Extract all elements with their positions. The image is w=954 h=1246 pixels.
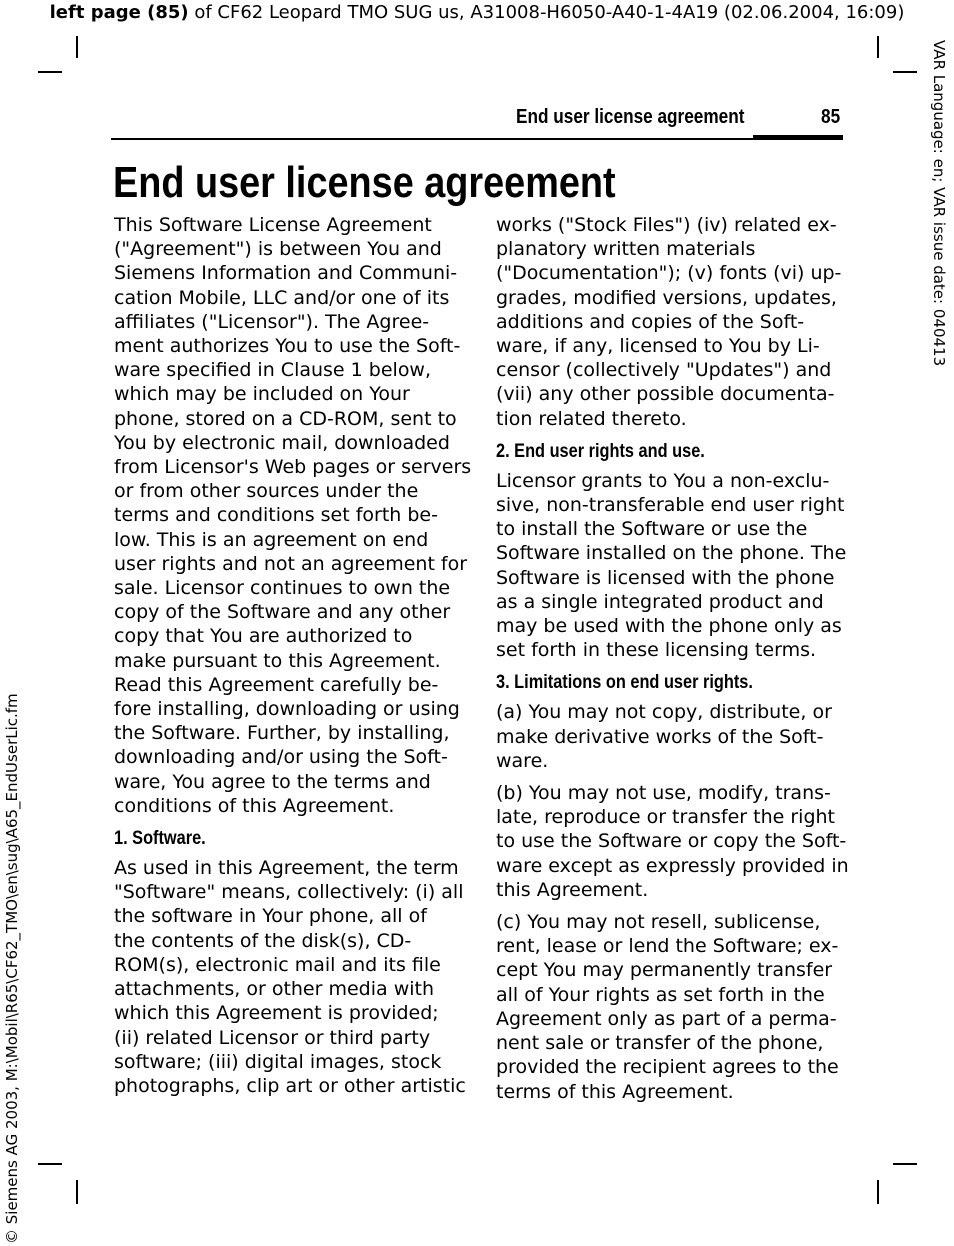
text-line: attachments, or other media with [114, 978, 435, 1001]
text-line: Read this Agreement carefully be- [114, 673, 439, 696]
crop-mark [76, 36, 78, 58]
print-metadata-details: of CF62 Leopard TMO SUG us, A31008-H6050-A40-1-4A19 (02.06.2004, 16:09) [188, 2, 905, 23]
software-paragraph-continued [496, 213, 844, 431]
text-line: from Licensor's Web pages or servers [114, 456, 472, 479]
text-line: or from other sources under the [114, 480, 419, 503]
text-line: As used in this Agreement, the term [114, 857, 459, 880]
text-line: tion related thereto. [496, 407, 687, 430]
text-line: set forth in these licensing terms. [496, 639, 817, 662]
text-line: software; (iii) digital images, stock [114, 1050, 442, 1073]
text-line: which may be included on Your [114, 383, 410, 406]
text-line: Software is licensed with the phone [496, 566, 835, 589]
text-line: (c) You may not resell, sublicense, [496, 911, 821, 934]
text-line: ("Documentation"); (v) fonts (vi) up- [496, 262, 842, 285]
text-line: (b) You may not use, modify, trans- [496, 782, 831, 805]
rights-paragraph [496, 469, 847, 663]
text-line: terms of this Agreement. [496, 1080, 734, 1103]
text-line: nent sale or transfer of the phone, [496, 1032, 824, 1055]
text-line: the Software. Further, by installing, [114, 722, 450, 745]
right-column [496, 213, 849, 1112]
intro-paragraph [114, 213, 472, 818]
limitation-c-paragraph [496, 910, 844, 1104]
crop-mark [38, 1163, 62, 1165]
page-number: 85 [821, 106, 841, 128]
left-column [114, 213, 472, 1106]
header-rule [111, 138, 843, 140]
text-line: terms and conditions set forth be- [114, 504, 438, 527]
text-line: make derivative works of the Soft- [496, 725, 824, 748]
section-heading-rights: 2. End user rights and use. [496, 440, 705, 462]
text-line: Siemens Information and Communi- [114, 262, 458, 285]
text-line: the contents of the disk(s), CD- [114, 929, 412, 952]
text-line: sale. Licensor continues to own the [114, 577, 451, 600]
text-line: fore installing, downloading or using [114, 698, 460, 721]
text-line: planatory written materials [496, 238, 756, 261]
text-line: You by electronic mail, downloaded [114, 431, 450, 454]
running-header-title: End user license agreement [516, 106, 745, 128]
text-line: phone, stored on a CD-ROM, sent to [114, 407, 457, 430]
text-line: Licensor grants to You a non-exclu- [496, 469, 830, 492]
text-line: to install the Software or use the [496, 518, 808, 541]
side-margin-language-note: VAR Language: en; VAR issue date: 040413 [930, 40, 948, 367]
text-line: ("Agreement") is between You and [114, 238, 442, 261]
text-line: ware except as expressly provided in [496, 854, 849, 877]
text-line: grades, modified versions, updates, [496, 286, 837, 309]
text-line: copy that You are authorized to [114, 625, 413, 648]
text-line: make pursuant to this Agreement. [114, 649, 441, 672]
text-line: affiliates ("Licensor"). The Agree- [114, 310, 430, 333]
text-line: user rights and not an agreement for [114, 552, 468, 575]
text-line: to use the Software or copy the Soft- [496, 830, 847, 853]
text-line: ment authorizes You to use the Soft- [114, 335, 461, 358]
text-line: may be used with the phone only as [496, 615, 842, 638]
crop-mark [38, 71, 62, 73]
text-line: rent, lease or lend the Software; ex- [496, 935, 839, 958]
text-line: works ("Stock Files") (iv) related ex- [496, 214, 837, 236]
text-line: "Software" means, collectively: (i) all [114, 881, 464, 904]
text-line: cept You may permanently transfer [496, 959, 833, 982]
page-title: End user license agreement [113, 158, 616, 207]
text-line: sive, non-transferable end user right [496, 494, 845, 517]
text-line: conditions of this Agreement. [114, 794, 395, 817]
text-line: Agreement only as part of a perma- [496, 1007, 837, 1030]
text-line: the software in Your phone, all of [114, 905, 427, 928]
text-line: this Agreement. [496, 878, 649, 901]
text-line: additions and copies of the Soft- [496, 310, 805, 333]
software-paragraph [114, 856, 466, 1098]
print-metadata-line [0, 0, 954, 26]
text-line: (ii) related Licensor or third party [114, 1026, 431, 1049]
text-line: copy of the Software and any other [114, 601, 451, 624]
text-line: provided the recipient agrees to the [496, 1056, 839, 1079]
text-line: This Software License Agreement [114, 214, 432, 236]
crop-mark [893, 1163, 917, 1165]
text-line: ware, if any, licensed to You by Li- [496, 335, 820, 358]
crop-mark [877, 1180, 879, 1204]
crop-mark [893, 71, 917, 73]
limitation-a-paragraph [496, 700, 844, 773]
text-line: censor (collectively "Updates") and [496, 359, 832, 382]
text-line: as a single integrated product and [496, 590, 824, 613]
text-line: ware. [496, 749, 549, 772]
text-line: Software installed on the phone. The [496, 542, 847, 565]
text-line: cation Mobile, LLC and/or one of its [114, 286, 450, 309]
text-line: photographs, clip art or other artistic [114, 1074, 466, 1097]
header-rule-accent [753, 135, 843, 140]
text-line: ROM(s), electronic mail and its file [114, 953, 441, 976]
text-line: all of Your rights as set forth in the [496, 983, 825, 1006]
section-heading-software: 1. Software. [114, 828, 206, 850]
crop-mark [76, 1180, 78, 1204]
text-line: (a) You may not copy, distribute, or [496, 701, 832, 724]
text-line: low. This is an agreement on end [114, 528, 429, 551]
section-heading-limitations: 3. Limitations on end user rights. [496, 672, 753, 694]
text-line: which this Agreement is provided; [114, 1002, 439, 1025]
limitation-b-paragraph [496, 781, 849, 902]
text-line: downloading and/or using the Soft- [114, 746, 448, 769]
text-line: ware specified in Clause 1 below, [114, 359, 432, 382]
print-metadata-page: left page (85) [49, 2, 189, 23]
text-line: (vii) any other possible documenta- [496, 383, 835, 406]
crop-mark [877, 36, 879, 58]
side-margin-file-path: © Siemens AG 2003, M:\Mobil\R65\CF62_TMO\en\sug\A65_EndUserLic.fm [3, 693, 21, 1244]
text-line: ware, You agree to the terms and [114, 770, 431, 793]
text-line: late, reproduce or transfer the right [496, 806, 835, 829]
